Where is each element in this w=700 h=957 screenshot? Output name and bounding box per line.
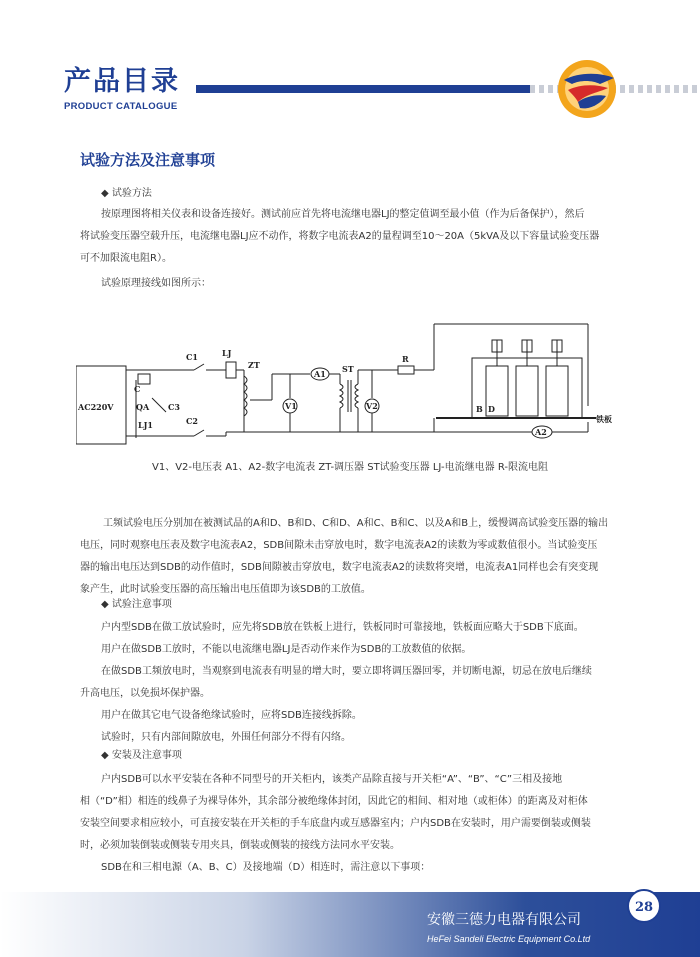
- note-line: 用户在做SDB工放时，不能以电流继电器LJ是否动作来作为SDB的工放数值的依据。: [101, 644, 472, 655]
- footer-band: [0, 892, 700, 957]
- body-line: 工频试验电压分别加在被测试品的A和D、B和D、C和D、A和C、B和C、以及A和B上，缓慢调高试验变压器的输出: [103, 518, 609, 529]
- body-line: 象产生，此时试验变压器的高压输出电压值即为该SDB的工放值。: [80, 584, 371, 595]
- diagram-intro: 试验原理接线如图所示：: [101, 278, 211, 289]
- install-line: 户内SDB可以水平安装在各种不同型号的开关柜内，该类产品除直接与开关柜“A”、“B”、“C”三相及接地: [101, 774, 563, 785]
- install-line: SDB在和三相电源（A、B、C）及接地端（D）相连时，需注意以下事项：: [101, 862, 431, 873]
- zt-label: ZT: [248, 360, 260, 370]
- test-circuit-diagram: [76, 318, 632, 448]
- lj1-label: LJ1: [138, 420, 153, 430]
- r-label: R: [402, 354, 409, 364]
- install-heading: ◆ 安装及注意事项: [101, 750, 182, 761]
- method-line: 将试验变压器空载升压，电流继电器LJ应不动作，将数字电流表A2的量程调至10～20A（5kVA及以下容量试验变压器: [80, 231, 600, 242]
- company-name-en: HeFei Sandeli Electric Equipment Co.Ltd: [427, 934, 591, 944]
- c3-label: C3: [168, 402, 180, 412]
- c2-label: C2: [186, 416, 198, 426]
- note-line: 在做SDB工频放电时，当观察到电流表有明显的增大时，要立即将调压器回零，并切断电源，切忌在放电后继续: [101, 666, 592, 677]
- lj-label: LJ: [222, 348, 232, 358]
- section-title: 试验方法及注意事项: [80, 151, 216, 169]
- note-line: 升高电压，以免损坏保护器。: [80, 688, 210, 699]
- company-logo-icon: [556, 58, 618, 120]
- v2-label: V2: [366, 401, 378, 411]
- body-line: 器的输出电压达到SDB的动作值时，SDB间隙被击穿放电，数字电流表A2的读数将突增，电流表A1同样也会有突变现: [80, 562, 599, 573]
- method-line: 按原理图将相关仪表和设备连接好。测试前应首先将电流继电器LJ的整定值调至最小值（作为后备保护），然后: [101, 209, 585, 220]
- company-name-cn: 安徽三德力电器有限公司: [427, 912, 581, 928]
- notes-heading: ◆ 试验注意事项: [101, 599, 172, 610]
- iron-plate-label: 铁板: [596, 414, 612, 424]
- note-line: 用户在做其它电气设备绝缘试验时，应将SDB连接线拆除。: [101, 710, 362, 721]
- header-bar: [196, 85, 530, 93]
- note-line: 户内型SDB在做工放试验时，应先将SDB放在铁板上进行，铁板同时可靠接地，铁板面应略大于SDB下底面。: [101, 622, 584, 633]
- c1-label: C1: [186, 352, 198, 362]
- body-line: 电压，同时观察电压表及数字电流表A2，SDB间隙未击穿放电时，数字电流表A2的读数为零或数值很小。当试验变压: [80, 540, 598, 551]
- install-line: 时，必须加装倒装或侧装专用夹具，倒装或侧装的接线方法同水平安装。: [80, 840, 400, 851]
- a2-label: A2: [535, 427, 547, 437]
- d-label: D: [488, 404, 495, 414]
- catalogue-title: 产品目录: [64, 66, 180, 97]
- method-heading: ◆ 试验方法: [101, 188, 152, 199]
- diagram-caption: V1、V2-电压表 A1、A2-数字电流表 ZT-调压器 ST试验变压器 LJ-电流继电器 R-限流电阻: [152, 462, 548, 473]
- method-line: 可不加限流电阻R）。: [80, 253, 172, 264]
- page-number: 28: [627, 889, 661, 923]
- st-label: ST: [342, 364, 354, 374]
- v1-label: V1: [285, 401, 297, 411]
- qa-label: QA: [136, 402, 150, 412]
- c-label: C: [134, 384, 141, 394]
- ac-label: AC220V: [78, 402, 114, 412]
- catalogue-subtitle: PRODUCT CATALOGUE: [64, 101, 178, 112]
- note-line: 试验时，只有内部间隙放电，外围任何部分不得有闪络。: [101, 732, 351, 743]
- install-line: 相（“D”相）相连的线鼻子为裸导体外，其余部分被绝缘体封闭，因此它的相间、相对地（或柜体）的距离及对柜体: [80, 796, 588, 807]
- b-label: B: [476, 404, 483, 414]
- install-line: 安装空间要求相应较小，可直接安装在开关柜的手车底盘内或互感器室内；户内SDB在安装时，用户需要倒装或侧装: [80, 818, 591, 829]
- a1-label: A1: [314, 369, 326, 379]
